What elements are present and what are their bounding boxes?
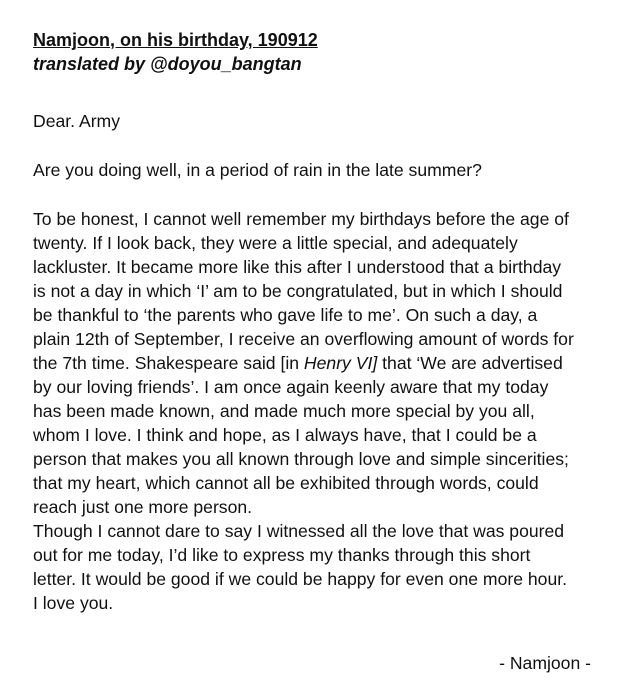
- body-line-7-end: that ‘We are advertised: [377, 353, 563, 373]
- citation-henry-vi: Henry VI]: [303, 353, 378, 373]
- letter-title: Namjoon, on his birthday, 190912: [33, 30, 318, 50]
- body-line-7-start: the 7th time. Shakespeare said [in: [33, 353, 304, 373]
- body-line-4: is not a day in which ‘I’ am to be congratulated, but in which I should: [33, 281, 563, 301]
- body-line-11: person that makes you all known through love and simple sincerities;: [33, 449, 569, 469]
- body-line-17: I love you.: [33, 593, 114, 613]
- body-line-14: Though I cannot dare to say I witnessed all the love that was poured: [33, 521, 565, 541]
- body-line-5: be thankful to ‘the parents who gave life to me’. On such a day, a: [33, 305, 538, 325]
- translator-credit: translated by @doyou_bangtan: [33, 54, 302, 74]
- body-line-16: letter. It would be good if we could be happy for even one more hour.: [33, 569, 568, 589]
- letter-body: [33, 207, 609, 615]
- opening-question: Are you doing well, in a period of rain in the late summer?: [33, 160, 482, 180]
- greeting: Dear. Army: [33, 111, 121, 131]
- body-line-3: lackluster. It became more like this after I understood that a birthday: [33, 257, 562, 277]
- body-line-9: has been made known, and made much more special by you all,: [33, 401, 535, 421]
- body-line-6: plain 12th of September, I receive an overflowing amount of words for: [33, 329, 574, 349]
- body-line-8: by our loving friends’. I am once again keenly aware that my today: [33, 377, 549, 397]
- signature: - Namjoon -: [499, 653, 591, 673]
- body-line-7: [33, 351, 609, 375]
- body-line-15: out for me today, I’d like to express my thanks through this short: [33, 545, 531, 565]
- body-line-10: whom I love. I think and hope, as I always have, that I could be a: [33, 425, 537, 445]
- body-line-1: To be honest, I cannot well remember my birthdays before the age of: [33, 209, 569, 229]
- body-line-12: that my heart, which cannot all be exhibited through words, could: [33, 473, 539, 493]
- body-line-2: twenty. If I look back, they were a little special, and adequately: [33, 233, 518, 253]
- body-line-13: reach just one more person.: [33, 497, 253, 517]
